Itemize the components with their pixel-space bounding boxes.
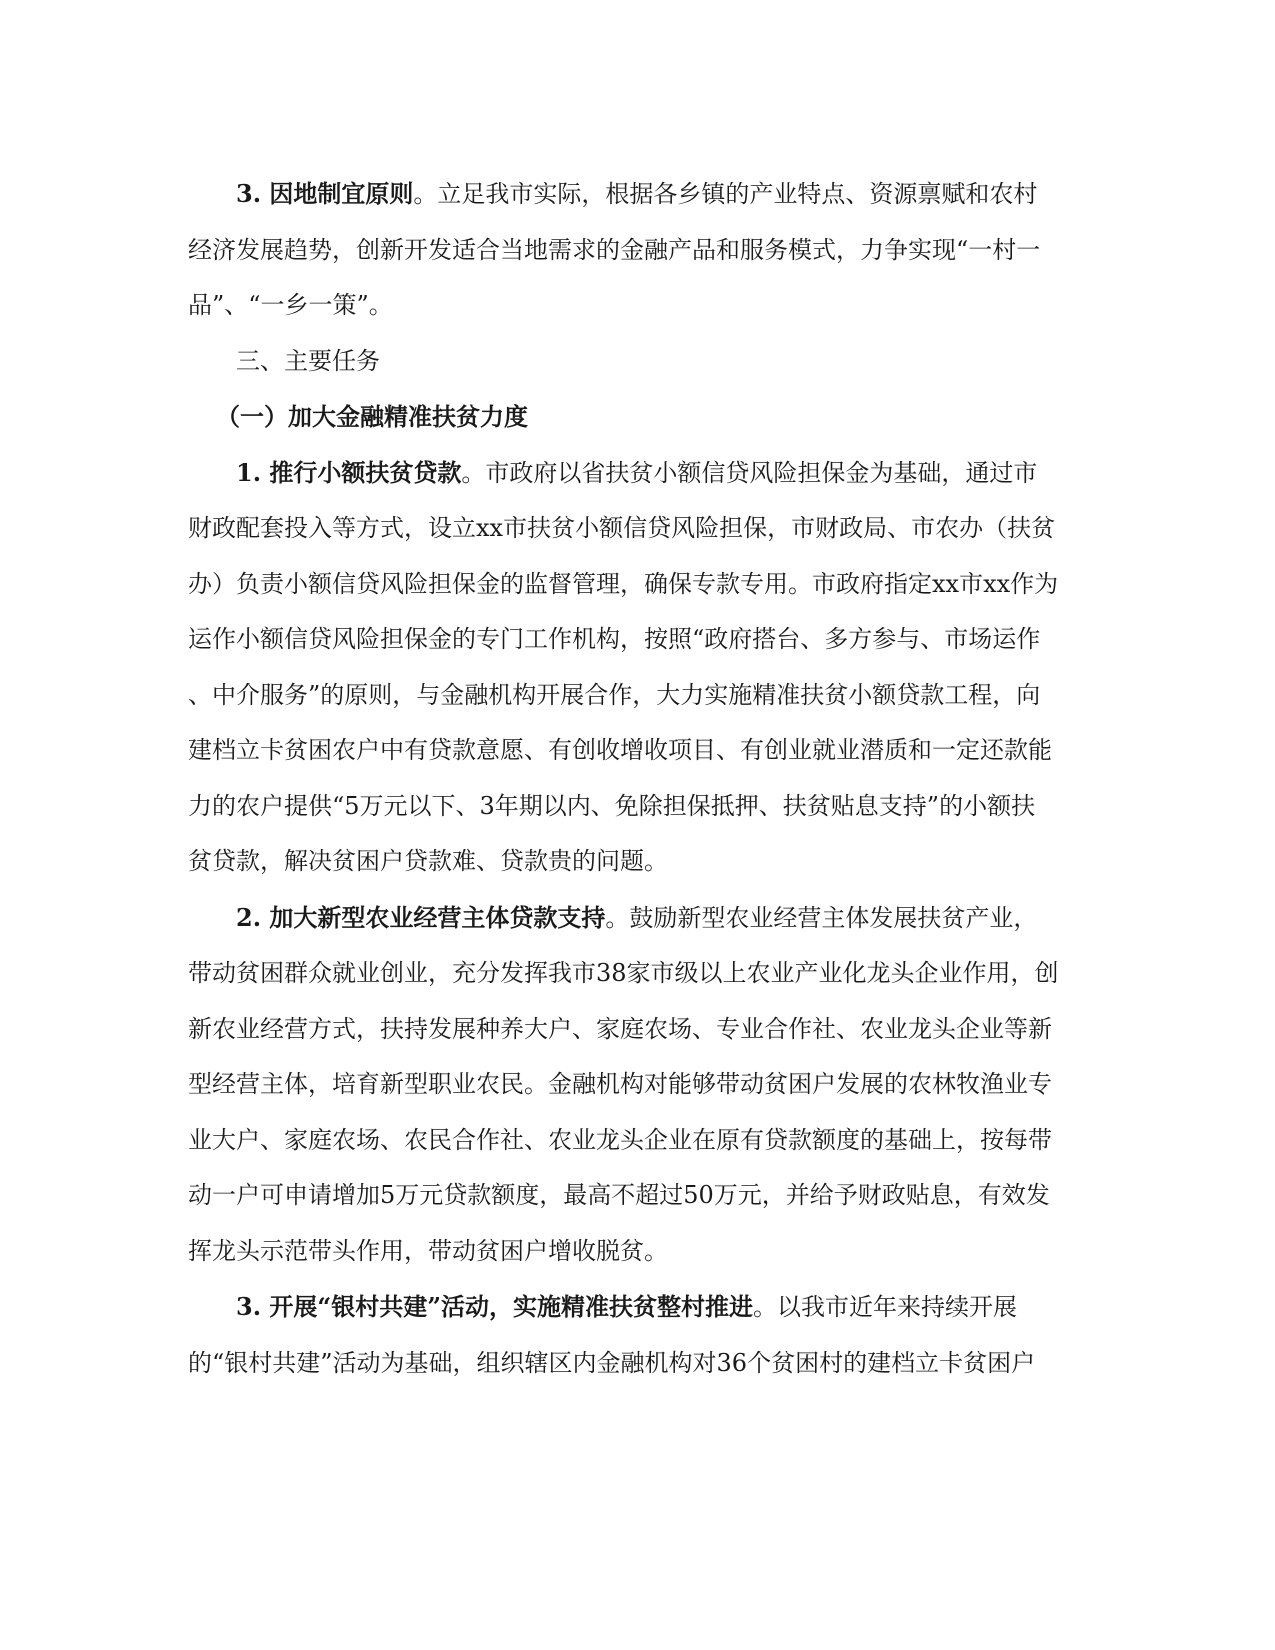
- paragraph-line: 3. 因地制宜原则。立足我市实际，根据各乡镇的产业特点、资源禀赋和农村: [236, 179, 1038, 208]
- paragraph-line: 贫贷款，解决贫困户贷款难、贷款贵的问题。: [188, 847, 668, 875]
- paragraph-line: 、中介服务”的原则，与金融机构开展合作，大力实施精准扶贫小额贷款工程，向: [188, 680, 1041, 709]
- paragraph-line: 带动贫困群众就业创业，充分发挥我市38家市级以上农业产业化龙头企业作用，创: [188, 959, 1059, 987]
- paragraph-line: 建档立卡贫困农户中有贷款意愿、有创收增收项目、有创业就业潜质和一定还款能: [188, 736, 1052, 764]
- paragraph-line: 运作小额信贷风险担保金的专门工作机构，按照“政府搭台、多方参与、市场运作: [188, 625, 1041, 653]
- paragraph-task-3: [188, 1279, 1088, 1391]
- paragraph-task-2: [188, 890, 1088, 1280]
- paragraph-line: 力的农户提供“5万元以下、3年期以内、免除担保抵押、扶贫贴息支持”的小额扶: [188, 791, 1036, 820]
- document-body: [188, 166, 1088, 1391]
- paragraph-line: 新农业经营方式，扶持发展种养大户、家庭农场、专业合作社、农业龙头企业等新: [188, 1014, 1052, 1043]
- paragraph-lead: 2. 加大新型农业经营主体贷款支持: [236, 902, 606, 932]
- paragraph-lead: 1. 推行小额扶贫贷款: [236, 457, 462, 487]
- paragraph-line: 业大户、家庭农场、农民合作社、农业龙头企业在原有贷款额度的基础上，按每带: [188, 1125, 1052, 1154]
- subsection-title: （一）加大金融精准扶贫力度: [216, 402, 528, 431]
- paragraph-line: 办）负责小额信贷风险担保金的监督管理，确保专款专用。市政府指定xx市xx作为: [188, 569, 1059, 598]
- paragraph-line: 的“银村共建”活动为基础，组织辖区内金融机构对36个贫困村的建档立卡贫困户: [188, 1348, 1036, 1377]
- paragraph-line: 挥龙头示范带头作用，带动贫困户增收脱贫。: [188, 1236, 668, 1265]
- paragraph-lead: 3. 开展“银村共建”活动，实施精准扶贫整村推进: [236, 1292, 754, 1321]
- section-title: 三、主要任务: [236, 346, 380, 375]
- paragraph-line: 品”、“一乡一策”。: [188, 291, 393, 319]
- paragraph-line: 2. 加大新型农业经营主体贷款支持。鼓励新型农业经营主体发展扶贫产业，: [236, 902, 1038, 932]
- paragraph-lead: 3. 因地制宜原则: [236, 179, 414, 208]
- paragraph-line: 动一户可申请增加5万元贷款额度，最高不超过50万元，并给予财政贴息，有效发: [188, 1181, 1050, 1209]
- paragraph-principle-3: [188, 166, 1088, 334]
- paragraph-line: 3. 开展“银村共建”活动，实施精准扶贫整村推进。以我市近年来持续开展: [236, 1292, 1018, 1321]
- paragraph-line: 1. 推行小额扶贫贷款。市政府以省扶贫小额信贷风险担保金为基础，通过市: [236, 457, 1038, 487]
- paragraph-line: 经济发展趋势，创新开发适合当地需求的金融产品和服务模式，力争实现“一村一: [188, 235, 1041, 264]
- paragraph-task-1: [188, 445, 1088, 890]
- paragraph-line: 财政配套投入等方式，设立xx市扶贫小额信贷风险担保，市财政局、市农办（扶贫: [188, 514, 1056, 542]
- paragraph-line: 型经营主体，培育新型职业农民。金融机构对能够带动贫困户发展的农林牧渔业专: [188, 1070, 1052, 1098]
